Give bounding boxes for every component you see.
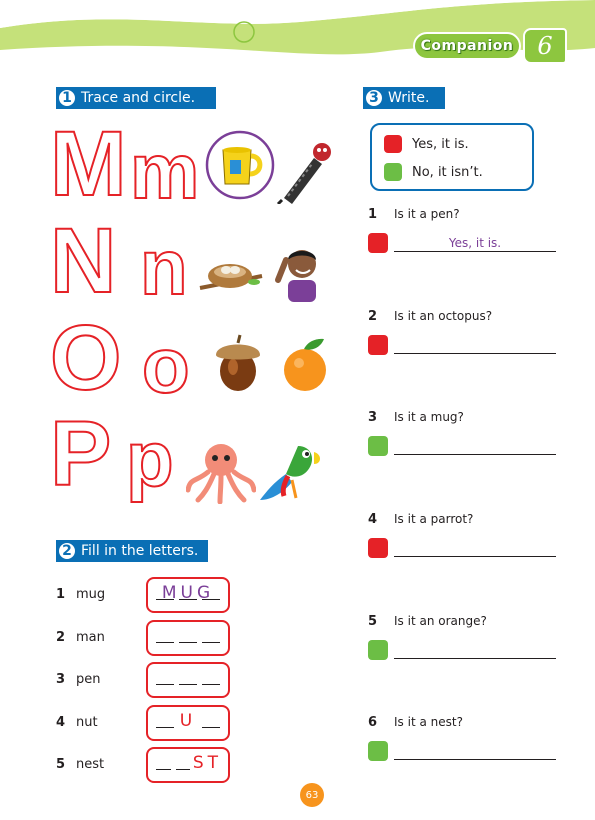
section-2-number: 2	[57, 541, 77, 561]
section-3-number: 3	[364, 88, 384, 108]
fill-letters: MUG	[161, 583, 215, 603]
answer-line[interactable]	[394, 658, 556, 659]
nest-icon[interactable]	[198, 252, 264, 298]
fill-letters: U	[179, 711, 197, 731]
question-number: 1	[368, 207, 378, 222]
fill-box-man[interactable]	[146, 620, 230, 656]
orange-icon[interactable]	[280, 335, 330, 395]
question-number: 2	[368, 309, 378, 324]
section-3-header	[363, 87, 445, 109]
green-swatch-icon	[384, 163, 402, 181]
red-swatch-icon	[384, 135, 402, 153]
question-text: Is it a mug?	[394, 410, 464, 424]
fill-box-nut[interactable]	[146, 705, 230, 741]
question-text: Is it an orange?	[394, 614, 487, 628]
fill-item-word: nut	[76, 715, 98, 730]
answer-line[interactable]	[394, 353, 556, 354]
companion-badge	[413, 32, 521, 60]
unit-number: 6	[537, 32, 553, 60]
answer-line[interactable]	[394, 556, 556, 557]
trace-letter-upper-p: P	[50, 403, 112, 505]
question-number: 3	[368, 410, 378, 425]
section-1-header	[56, 87, 216, 109]
trace-letter-upper-m: M	[50, 113, 127, 215]
fill-item-word: man	[76, 630, 105, 645]
fill-box-pen[interactable]	[146, 662, 230, 698]
question-text: Is it a parrot?	[394, 512, 474, 526]
red-swatch-icon	[368, 335, 388, 355]
answer-line[interactable]	[394, 454, 556, 455]
octopus-icon[interactable]	[186, 438, 256, 504]
trace-letter-lower-o: o	[142, 321, 190, 409]
acorn-icon[interactable]	[210, 333, 266, 393]
mug-icon[interactable]	[205, 130, 275, 200]
fill-item-number: 1	[56, 587, 66, 602]
fill-item-number: 3	[56, 672, 66, 687]
red-swatch-icon	[368, 538, 388, 558]
question-number: 6	[368, 715, 378, 730]
page-number: 63	[300, 783, 324, 807]
fill-item-word: mug	[76, 587, 106, 602]
fill-row-5	[56, 747, 236, 783]
red-swatch-icon	[368, 233, 388, 253]
green-swatch-icon	[368, 741, 388, 761]
legend-no	[384, 163, 483, 181]
green-swatch-icon	[368, 436, 388, 456]
section-1-title: Trace and circle.	[81, 90, 196, 106]
fill-item-number: 5	[56, 757, 66, 772]
answer-key-box	[370, 123, 534, 191]
fill-box-mug[interactable]	[146, 577, 230, 613]
pen-icon[interactable]	[274, 138, 336, 204]
question-number: 4	[368, 512, 378, 527]
section-2-header	[56, 540, 208, 562]
parrot-icon[interactable]	[258, 438, 324, 504]
answer-text: Yes, it is.	[448, 236, 502, 250]
question-text: Is it an octopus?	[394, 309, 493, 323]
trace-letter-lower-m: m	[130, 127, 200, 215]
question-text: Is it a pen?	[394, 207, 460, 221]
fill-item-number: 4	[56, 715, 66, 730]
companion-label: Companion	[420, 38, 514, 54]
fill-item-word: nest	[76, 757, 105, 772]
legend-yes	[384, 135, 469, 153]
fill-row-4	[56, 705, 236, 741]
section-1-number: 1	[57, 88, 77, 108]
fill-letters: ST	[192, 753, 222, 773]
trace-letter-lower-n: n	[140, 223, 188, 311]
trace-letter-upper-o: O	[50, 307, 122, 409]
legend-yes-text: Yes, it is.	[412, 136, 469, 152]
question-number: 5	[368, 614, 378, 629]
unit-number-box	[523, 28, 567, 64]
trace-letter-upper-n: N	[50, 210, 117, 312]
fill-box-nest[interactable]	[146, 747, 230, 783]
answer-line[interactable]	[394, 251, 556, 252]
fill-row-2	[56, 620, 236, 656]
question-text: Is it a nest?	[394, 715, 463, 729]
fill-row-3	[56, 662, 236, 698]
fill-item-number: 2	[56, 630, 66, 645]
green-swatch-icon	[368, 640, 388, 660]
man-icon[interactable]	[270, 240, 326, 302]
trace-letter-lower-p: p	[126, 415, 174, 503]
fill-row-1	[56, 577, 236, 613]
legend-no-text: No, it isn’t.	[412, 164, 483, 180]
section-2-title: Fill in the letters.	[81, 543, 199, 559]
answer-line[interactable]	[394, 759, 556, 760]
section-3-title: Write.	[388, 90, 430, 106]
fill-item-word: pen	[76, 672, 101, 687]
